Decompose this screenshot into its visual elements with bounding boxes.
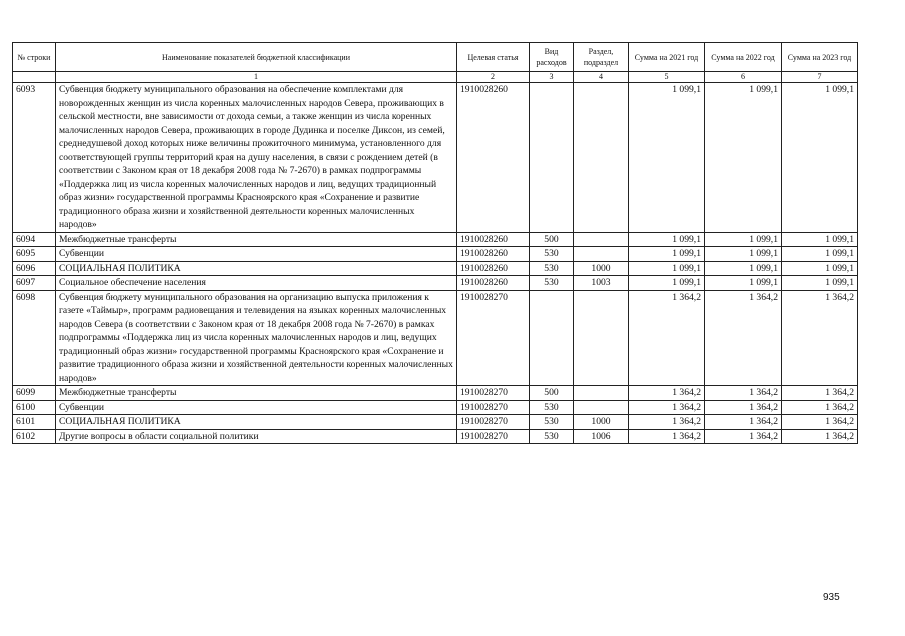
row-target: 1910028270 bbox=[457, 400, 530, 415]
row-sum-2022: 1 364,2 bbox=[705, 400, 782, 415]
row-name: Субвенции bbox=[56, 400, 457, 415]
header-sum-2023: Сумма на 2023 год bbox=[782, 43, 858, 72]
row-expense-type: 500 bbox=[530, 232, 574, 247]
row-name: Субвенции bbox=[56, 247, 457, 262]
row-target: 1910028260 bbox=[457, 247, 530, 262]
row-section bbox=[574, 83, 629, 233]
row-section bbox=[574, 290, 629, 386]
row-target: 1910028270 bbox=[457, 429, 530, 444]
row-sum-2023: 1 364,2 bbox=[782, 386, 858, 401]
column-number: 7 bbox=[782, 72, 858, 83]
row-sum-2022: 1 099,1 bbox=[705, 247, 782, 262]
row-sum-2022: 1 364,2 bbox=[705, 290, 782, 386]
row-expense-type: 500 bbox=[530, 386, 574, 401]
column-number: 6 bbox=[705, 72, 782, 83]
row-sum-2023: 1 099,1 bbox=[782, 232, 858, 247]
row-number: 6102 bbox=[13, 429, 56, 444]
row-section bbox=[574, 386, 629, 401]
row-sum-2021: 1 364,2 bbox=[629, 429, 705, 444]
header-row-no: № строки bbox=[13, 43, 56, 72]
row-target: 1910028260 bbox=[457, 276, 530, 291]
row-section bbox=[574, 232, 629, 247]
row-sum-2023: 1 364,2 bbox=[782, 415, 858, 430]
row-sum-2023: 1 099,1 bbox=[782, 261, 858, 276]
row-section: 1003 bbox=[574, 276, 629, 291]
row-target: 1910028270 bbox=[457, 415, 530, 430]
budget-table bbox=[12, 42, 858, 444]
row-sum-2021: 1 099,1 bbox=[629, 83, 705, 233]
row-name: Межбюджетные трансферты bbox=[56, 232, 457, 247]
table-row bbox=[13, 429, 858, 444]
row-target: 1910028270 bbox=[457, 386, 530, 401]
column-number: 2 bbox=[457, 72, 530, 83]
row-expense-type: 530 bbox=[530, 276, 574, 291]
row-number: 6101 bbox=[13, 415, 56, 430]
table-row bbox=[13, 400, 858, 415]
row-number: 6098 bbox=[13, 290, 56, 386]
row-name: СОЦИАЛЬНАЯ ПОЛИТИКА bbox=[56, 261, 457, 276]
row-sum-2023: 1 099,1 bbox=[782, 276, 858, 291]
column-number-row bbox=[13, 72, 858, 83]
row-sum-2022: 1 364,2 bbox=[705, 386, 782, 401]
row-section: 1000 bbox=[574, 415, 629, 430]
row-target: 1910028260 bbox=[457, 232, 530, 247]
column-number: 3 bbox=[530, 72, 574, 83]
row-target: 1910028260 bbox=[457, 261, 530, 276]
row-name: Другие вопросы в области социальной политики bbox=[56, 429, 457, 444]
column-number-blank bbox=[13, 72, 56, 83]
row-sum-2021: 1 364,2 bbox=[629, 400, 705, 415]
row-sum-2022: 1 099,1 bbox=[705, 232, 782, 247]
header-sum-2022: Сумма на 2022 год bbox=[705, 43, 782, 72]
header-row bbox=[13, 43, 858, 72]
row-sum-2021: 1 099,1 bbox=[629, 276, 705, 291]
header-name: Наименование показателей бюджетной классификации bbox=[56, 43, 457, 72]
row-sum-2022: 1 364,2 bbox=[705, 415, 782, 430]
header-section: Раздел, подраздел bbox=[574, 43, 629, 72]
row-sum-2021: 1 099,1 bbox=[629, 247, 705, 262]
row-expense-type: 530 bbox=[530, 415, 574, 430]
table-body bbox=[13, 83, 858, 444]
row-sum-2023: 1 099,1 bbox=[782, 83, 858, 233]
page-number: 935 bbox=[823, 592, 840, 603]
row-name: Социальное обеспечение населения bbox=[56, 276, 457, 291]
row-name: Субвенция бюджету муниципального образования на организацию выпуска приложения к газете «Таймыр», программ радиовещания и телевидения на языках коренных малочисленных народов Севера (в соответствии с Законом края от 18 декабря 2008 года № 7-2670) в рамках подпрограммы «Поддержка лиц из числа коренных малочисленных народов и лиц, ведущих традиционный образ жизни» государственной программы Красноярского края «Сохранение и развитие традиционного образа жизни и хозяйственной деятельности коренных малочисленных народов» bbox=[56, 290, 457, 386]
row-section bbox=[574, 247, 629, 262]
table-row bbox=[13, 276, 858, 291]
row-expense-type bbox=[530, 83, 574, 233]
row-sum-2021: 1 099,1 bbox=[629, 232, 705, 247]
table-row bbox=[13, 83, 858, 233]
row-sum-2023: 1 099,1 bbox=[782, 247, 858, 262]
row-section bbox=[574, 400, 629, 415]
row-sum-2021: 1 364,2 bbox=[629, 386, 705, 401]
row-sum-2021: 1 099,1 bbox=[629, 261, 705, 276]
table-row bbox=[13, 290, 858, 386]
row-number: 6093 bbox=[13, 83, 56, 233]
row-sum-2022: 1 099,1 bbox=[705, 261, 782, 276]
row-sum-2023: 1 364,2 bbox=[782, 429, 858, 444]
header-target: Целевая статья bbox=[457, 43, 530, 72]
row-sum-2023: 1 364,2 bbox=[782, 290, 858, 386]
row-number: 6100 bbox=[13, 400, 56, 415]
row-number: 6096 bbox=[13, 261, 56, 276]
row-sum-2022: 1 099,1 bbox=[705, 276, 782, 291]
row-sum-2021: 1 364,2 bbox=[629, 415, 705, 430]
row-expense-type: 530 bbox=[530, 261, 574, 276]
row-sum-2022: 1 364,2 bbox=[705, 429, 782, 444]
row-name: Субвенция бюджету муниципального образования на обеспечение комплектами для новорожденных женщин из числа коренных малочисленных народов Севера, проживающих в сельской местности, вне зависимости от дохода семьи, а также женщин из числа коренных малочисленных народов Севера, проживающих в городе Дудинка и поселке Диксон, из семей, среднедушевой доход которых ниже величины прожиточного минимума, установленного для соответствующей группы территорий края на душу населения, в связи с рождением детей (в соответствии с Законом края от 18 декабря 2008 года № 7-2670) в рамках подпрограммы «Поддержка лиц из числа коренных малочисленных народов и лиц, ведущих традиционный образ жизни» государственной программы Красноярского края «Сохранение и развитие традиционного образа жизни и хозяйственной деятельности коренных малочисленных народов» bbox=[56, 83, 457, 233]
table-row bbox=[13, 261, 858, 276]
column-number: 4 bbox=[574, 72, 629, 83]
row-number: 6099 bbox=[13, 386, 56, 401]
header-expense-type: Вид расходов bbox=[530, 43, 574, 72]
row-sum-2021: 1 364,2 bbox=[629, 290, 705, 386]
table-row bbox=[13, 247, 858, 262]
row-number: 6097 bbox=[13, 276, 56, 291]
row-name: Межбюджетные трансферты bbox=[56, 386, 457, 401]
row-expense-type: 530 bbox=[530, 429, 574, 444]
table-row bbox=[13, 415, 858, 430]
row-expense-type bbox=[530, 290, 574, 386]
row-expense-type: 530 bbox=[530, 400, 574, 415]
header-sum-2021: Сумма на 2021 год bbox=[629, 43, 705, 72]
table-row bbox=[13, 232, 858, 247]
row-expense-type: 530 bbox=[530, 247, 574, 262]
row-section: 1006 bbox=[574, 429, 629, 444]
column-number: 5 bbox=[629, 72, 705, 83]
table-row bbox=[13, 386, 858, 401]
row-section: 1000 bbox=[574, 261, 629, 276]
row-target: 1910028270 bbox=[457, 290, 530, 386]
row-sum-2023: 1 364,2 bbox=[782, 400, 858, 415]
row-number: 6095 bbox=[13, 247, 56, 262]
row-sum-2022: 1 099,1 bbox=[705, 83, 782, 233]
column-number: 1 bbox=[56, 72, 457, 83]
row-number: 6094 bbox=[13, 232, 56, 247]
row-name: СОЦИАЛЬНАЯ ПОЛИТИКА bbox=[56, 415, 457, 430]
row-target: 1910028260 bbox=[457, 83, 530, 233]
